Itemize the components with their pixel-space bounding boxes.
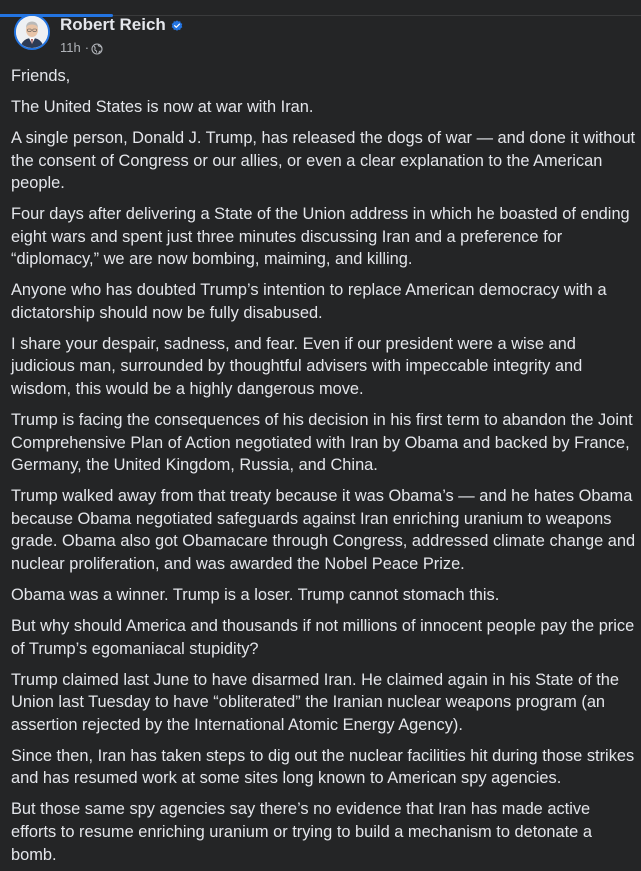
post-timestamp[interactable]: 11h — [60, 40, 81, 55]
post-paragraph: Trump is facing the consequences of his decision in his first term to abandon the Joint Comprehensive Plan of Action negotiated with Iran by Obama and backed by France, Germany, the United Kingdom, Russia, and China. — [11, 411, 633, 475]
post-paragraph: I share your despair, sadness, and fear. Even if our president were a wise and judicious man, surrounded by thoughtful advisers with impeccable integrity and wisdom, this would be a highly dangerous move. — [11, 334, 583, 399]
post-paragraph: Since then, Iran has taken steps to dig out the nuclear facilities hit during those strikes and has resumed work at some sites long known to American spy agencies. — [11, 746, 635, 788]
author-name[interactable]: Robert Reich — [60, 15, 166, 34]
post-paragraph: Trump walked away from that treaty because it was Obama’s — and he hates Obama because Obama negotiated safeguards against Iran enriching uranium to weapons grade. Obama also got Obamacare through Congress, addressed climate change and nuclear proliferation, and was awarded the Nobel Peace Prize. — [11, 487, 636, 574]
post-paragraph: Anyone who has doubted Trump’s intention to replace American democracy with a dictatorship should now be fully disabused. — [11, 281, 607, 322]
verified-badge-icon — [171, 19, 183, 31]
post-header — [60, 15, 183, 35]
globe-icon[interactable] — [91, 43, 103, 55]
post-paragraph: Friends, — [11, 67, 71, 85]
profile-photo-icon — [16, 16, 48, 48]
post-meta — [60, 40, 103, 56]
post-body — [11, 65, 639, 871]
post-paragraph: A single person, Donald J. Trump, has released the dogs of war — and done it without the consent of Congress or our allies, or even a clear explanation to the American people. — [11, 128, 636, 193]
post-paragraph: The United States is now at war with Iran. — [11, 97, 314, 116]
meta-separator: · — [84, 40, 90, 55]
post-paragraph: But those same spy agencies say there’s no evidence that Iran has made active efforts to resume enriching uranium or trying to build a mechanism to detonate a bomb. — [11, 800, 592, 864]
post-paragraph: But why should America and thousands if not millions of innocent people pay the price of Trump’s egomaniacal stupidity? — [11, 616, 635, 658]
post-paragraph: Four days after delivering a State of the Union address in which he boasted of ending eight wars and spent just three minutes discussing Iran and a preference for “diplomacy,” we are now bombing, maiming, and killing. — [11, 205, 630, 269]
post-paragraph: Obama was a winner. Trump is a loser. Trump cannot stomach this. — [11, 586, 500, 604]
post-paragraph: Trump claimed last June to have disarmed Iran. He claimed again in his State of the Union last Tuesday to have “obliterated” the Iranian nuclear weapons program (an assertion rejected by the International Atomic Energy Agency). — [11, 670, 619, 734]
avatar[interactable] — [14, 14, 50, 50]
